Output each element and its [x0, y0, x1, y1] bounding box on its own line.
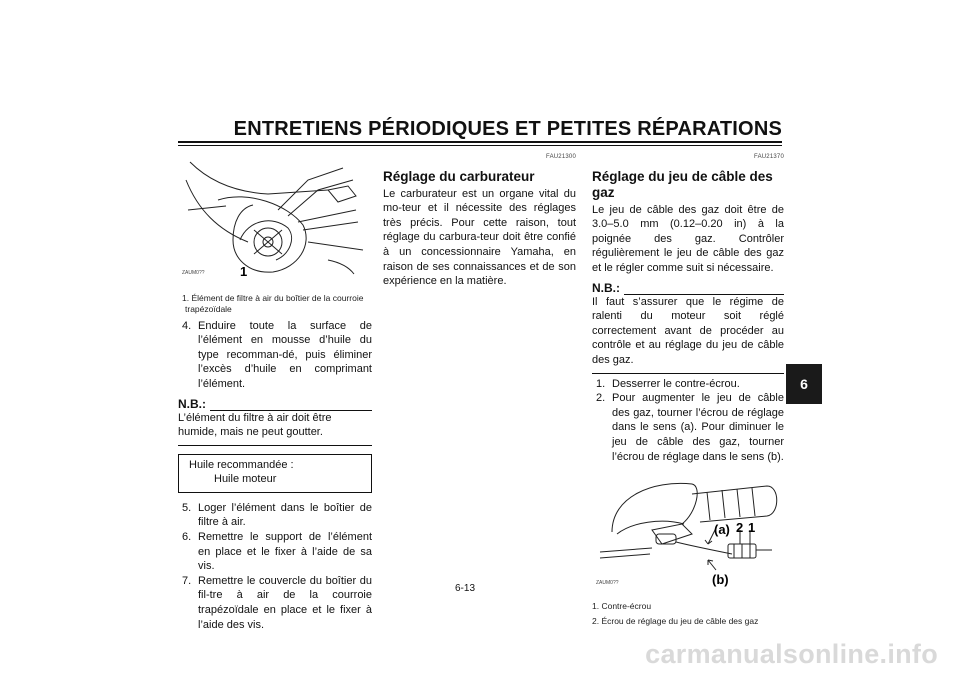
- oil-value: Huile moteur: [214, 472, 277, 485]
- step-list-top: [178, 319, 372, 392]
- nb-end-rule: [592, 373, 784, 374]
- list-item: 7. Remettre le couvercle du boîtier du fil-tre à air de la courroie trapézoïdale en place et le fixer à l’aide des vis.: [182, 574, 372, 631]
- middle-column: [383, 150, 576, 289]
- header-rule: [178, 141, 782, 143]
- figure-code: ZAUM0??: [182, 270, 205, 276]
- section-code: FAU21370: [754, 154, 784, 160]
- left-column: [178, 150, 372, 632]
- page-number: 6-13: [455, 583, 476, 594]
- watermark: carmanualsonline.info: [645, 639, 938, 669]
- list-item: 6. Remettre le support de l’élément en place et le fixer à l’aide de sa vis.: [182, 530, 372, 573]
- nb-end-rule: [178, 445, 372, 446]
- carburetor-body: Le carburateur est un organe vital du mo-teur et il nécessite des réglages très précis. Pour cette raison, tout réglage du carbura-teur doit être confié à un concessionnaire Yamaha, en raison de ses connaissances et de son expérience en la matière.: [383, 187, 576, 288]
- nb-heading: N.B.:: [592, 282, 784, 295]
- page-title: ENTRETIENS PÉRIODIQUES ET PETITES RÉPARATIONS: [233, 118, 782, 140]
- oil-label: Huile recommandée :: [189, 458, 294, 471]
- step-list-bottom: [178, 501, 372, 632]
- callout-2: 2: [736, 520, 744, 536]
- list-item: 4. Enduire toute la surface de l’élément en mousse d’huile du type recomman-dé, puis éliminer l’excès d’huile en comprimant l’élément.: [182, 319, 372, 390]
- nb-text: Il faut s’assurer que le régime de ralenti du moteur soit réglé correctement avant de procéder au contrôle et au réglage du jeu de câble des gaz.: [592, 295, 784, 366]
- nb-text: L’élément du filtre à air doit être humide, mais ne peut goutter.: [178, 411, 332, 439]
- right-column: [592, 150, 784, 629]
- list-item: 2. Pour augmenter le jeu de câble des gaz, tourner l’écrou de réglage dans le sens (a). Pour diminuer le jeu de câble des gaz, tourner l’écrou de réglage dans le sens (b).: [596, 392, 784, 463]
- throttle-cable-illustration: [592, 472, 784, 590]
- figure-caption: 1. Élément de filtre à air du boîtier de la courroie trapézoïdale: [182, 292, 364, 314]
- header-rule-thin: [178, 145, 782, 146]
- recommended-oil-box: [178, 454, 372, 493]
- section-code: FAU21300: [546, 154, 576, 160]
- figure-code: ZAUM0??: [596, 580, 619, 587]
- label-a: (a): [714, 522, 730, 538]
- section-title-carburetor: Réglage du carburateur: [383, 168, 535, 184]
- nb-heading: N.B.:: [178, 398, 372, 411]
- label-b: (b): [712, 572, 729, 588]
- list-item: 1. Desserrer le contre-écrou.: [596, 377, 740, 390]
- chapter-tab[interactable]: 6: [786, 364, 822, 404]
- throttle-intro: Le jeu de câble des gaz doit être de 3.0–5.0 mm (0.12–0.20 in) à la poignée des gaz. Contrôler régulièrement le jeu de câble des gaz et le régler comme suit si nécessaire.: [592, 203, 784, 274]
- air-filter-illustration: [178, 150, 372, 280]
- caption-2: 2. Écrou de réglage du jeu de câble des gaz: [592, 615, 759, 626]
- callout-1: 1: [748, 520, 756, 536]
- figure-callout-1: 1: [240, 264, 248, 279]
- figure-captions: [592, 599, 784, 629]
- caption-1: 1. Contre-écrou: [592, 600, 652, 611]
- list-item: 5. Loger l’élément dans le boîtier de filtre à air.: [182, 501, 372, 529]
- throttle-steps: [592, 377, 784, 465]
- section-title-throttle-cable: Réglage du jeu de câble des gaz: [592, 168, 773, 200]
